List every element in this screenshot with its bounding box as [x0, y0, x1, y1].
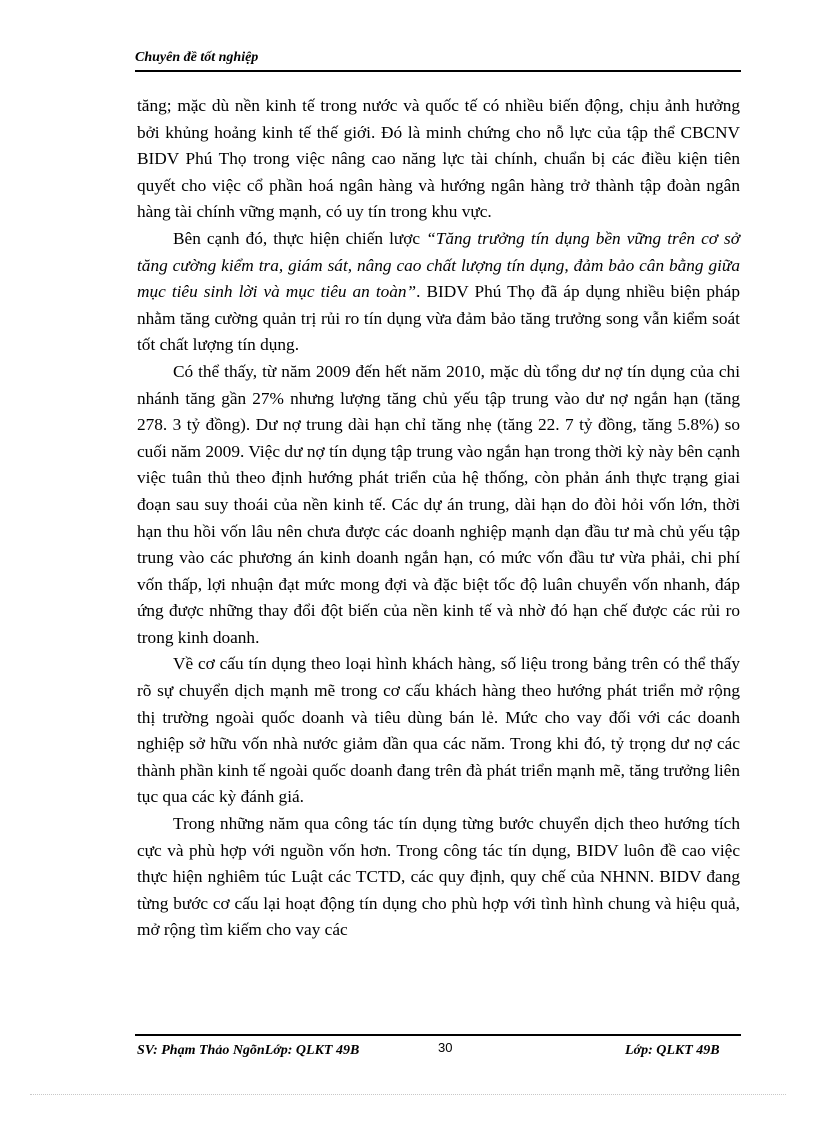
paragraph-1: tăng; mặc dù nền kinh tế trong nước và quốc tế có nhiều biến động, chịu ảnh hưởng bởi khủng hoảng kinh tế thế giới. Đó là minh chứng cho nỗ lực của tập thể CBCNV BIDV Phú Thọ trong việc nâng cao năng lực tài chính, chuẩn bị các điều kiện tiên quyết cho việc cổ phần hoá ngân hàng và hướng ngân hàng trở thành tập đoàn ngân hàng tài chính vững mạnh, có uy tín trong khu vực.: [137, 96, 740, 222]
paragraph-2-tail: . BIDV Phú Thọ đã áp dụng nhiều biện pháp nhằm tăng cường quản trị rủi ro tín dụng vừa đảm bảo tăng trưởng song vẫn kiểm soát tốt chất lượng tín dụng.: [137, 282, 740, 355]
paragraph-2: [137, 226, 740, 359]
document-body: [137, 93, 740, 944]
page-bottom-dotted-line: [30, 1094, 786, 1095]
strategy-quote: “Tăng trưởng tín dụng bền vững trên cơ sở tăng cường kiểm tra, giám sát, nâng cao chất lượng tín dụng, đảm bảo cân bằng giữa mục tiêu sinh lời và mục tiêu an toàn”: [137, 228, 740, 302]
page-number: 30: [438, 1040, 453, 1055]
paragraph-2-lead: Bên cạnh đó, thực hiện chiến lược: [173, 228, 427, 248]
paragraph-5: Trong những năm qua công tác tín dụng từng bước chuyển dịch theo hướng tích cực và phù hợp với nguồn vốn hơn. Trong công tác tín dụng, BIDV luôn đề cao việc thực hiện nghiêm túc Luật các TCTD, các quy định, quy chế của NHNN. BIDV đang từng bước cơ cấu lại hoạt động tín dụng cho phù hợp với tình hình chung và hiệu quả, mở rộng tìm kiếm cho vay các: [137, 814, 740, 940]
footer-student: SV: Phạm Thảo NgõnLớp: QLKT 49B: [137, 1043, 360, 1058]
page-header-title: Chuyên đề tốt nghiệp: [135, 50, 259, 65]
paragraph-3: Có thể thấy, từ năm 2009 đến hết năm 2010, mặc dù tổng dư nợ tín dụng của chi nhánh tăng gần 27% nhưng lượng tăng chủ yếu tập trung vào dư nợ ngắn hạn (tăng 278. 3 tỷ đồng). Dư nợ trung dài hạn chỉ tăng nhẹ (tăng 22. 7 tỷ đồng, tăng 5.8%) so cuối năm 2009. Việc dư nợ tín dụng tập trung vào ngắn hạn trong thời kỳ này bên cạnh việc tuân thủ theo định hướng phát triển của hệ thống, còn phản ánh thực trạng giai đoạn sau suy thoái của nền kinh tế. Các dự án trung, dài hạn do đòi hỏi vốn lớn, thời hạn thu hồi vốn lâu nên chưa được các doanh nghiệp mạnh dạn đầu tư mà chủ yếu tập trung vào các phương án kinh doanh ngắn hạn, có mức vốn đầu tư vừa phải, chi phí vốn thấp, lợi nhuận đạt mức mong đợi và đặc biệt tốc độ luân chuyển vốn nhanh, đáp ứng được những thay đổi đột biến của nền kinh tế và nhờ đó hạn chế được các rủi ro trong kinh doanh.: [137, 361, 740, 647]
header-rule: [135, 70, 741, 72]
footer-class: Lớp: QLKT 49B: [625, 1043, 720, 1058]
footer-rule: [135, 1034, 741, 1036]
paragraph-4: Về cơ cấu tín dụng theo loại hình khách hàng, số liệu trong bảng trên có thể thấy rõ sự chuyển dịch mạnh mẽ trong cơ cấu khách hàng theo hướng phát triển mở rộng thị trường ngoài quốc doanh và tiêu dùng bán lẻ. Mức cho vay đối với các doanh nghiệp sở hữu vốn nhà nước giảm dần qua các năm. Trong khi đó, tỷ trọng dư nợ các thành phần kinh tế ngoài quốc doanh đang trên đà phát triển mạnh mẽ, tăng trưởng liên tục qua các kỳ đánh giá.: [137, 654, 740, 807]
